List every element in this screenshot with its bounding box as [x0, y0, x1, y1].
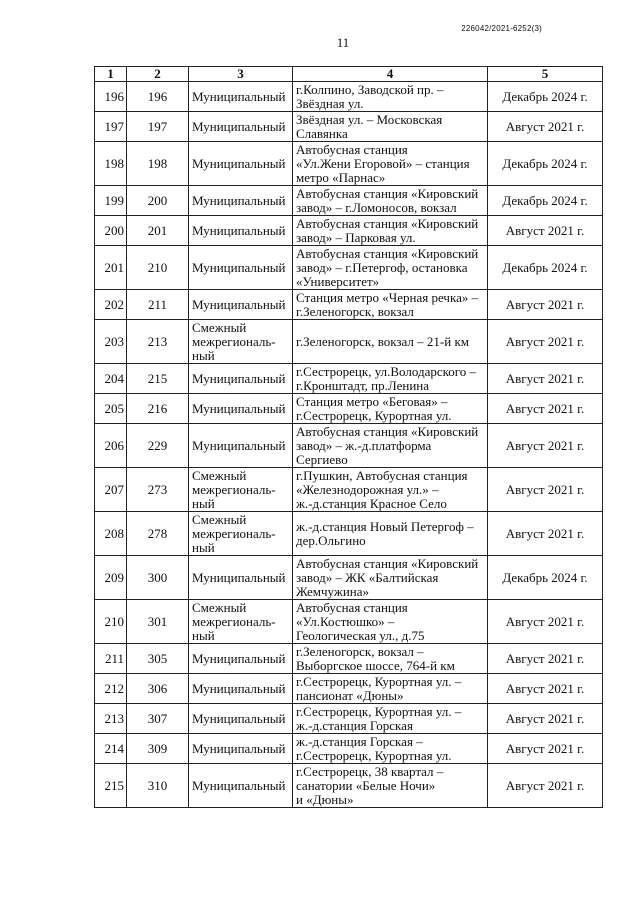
row-number: 205	[104, 400, 124, 416]
table-row	[95, 246, 603, 290]
start-date: Август 2021 г.	[505, 613, 585, 629]
start-date: Август 2021 г.	[505, 481, 585, 497]
route-type: Муниципальный	[192, 192, 286, 208]
table-row	[95, 424, 603, 468]
table-row	[95, 704, 603, 734]
route-path: г.Сестрорецк, 38 квартал – санатории «Белые Ночи» и «Дюны»	[296, 763, 444, 807]
route-path: ж.-д.станция Горская – г.Сестрорецк, Курортная ул.	[296, 733, 452, 763]
route-number: 215	[147, 370, 168, 386]
route-type: Муниципальный	[192, 777, 286, 793]
table-row	[95, 512, 603, 556]
route-type: Смежный межрегиональ- ный	[192, 511, 276, 555]
row-number: 202	[104, 296, 124, 312]
row-number: 199	[104, 192, 124, 208]
table-row	[95, 82, 603, 112]
col-header-2: 2	[127, 67, 189, 82]
table-row	[95, 186, 603, 216]
route-path: г.Зеленогорск, вокзал – Выборгское шоссе, 764-й км	[296, 643, 455, 673]
route-number: 216	[147, 400, 168, 416]
route-number: 306	[147, 680, 168, 696]
table-row	[95, 734, 603, 764]
start-date: Август 2021 г.	[505, 525, 585, 541]
route-path: Автобусная станция «Ул.Жени Егоровой» – станция метро «Парнас»	[296, 141, 470, 185]
start-date: Декабрь 2024 г.	[502, 259, 588, 275]
start-date: Август 2021 г.	[505, 740, 585, 756]
start-date: Декабрь 2024 г.	[502, 88, 588, 104]
table-row	[95, 142, 603, 186]
route-path: Автобусная станция «Кировский завод» – ЖК «Балтийская Жемчужина»	[296, 555, 479, 599]
row-number: 200	[104, 222, 124, 238]
route-number: 229	[147, 437, 168, 453]
route-type: Смежный межрегиональ- ный	[192, 319, 276, 363]
start-date: Август 2021 г.	[505, 118, 585, 134]
route-path: Станция метро «Беговая» – г.Сестрорецк, Курортная ул.	[296, 393, 452, 423]
route-number: 273	[147, 481, 168, 497]
route-path: г.Колпино, Заводской пр. – Звёздная ул.	[296, 81, 444, 111]
route-number: 300	[147, 569, 168, 585]
route-number: 309	[147, 740, 168, 756]
route-path: г.Зеленогорск, вокзал – 21-й км	[296, 333, 469, 349]
row-number: 213	[104, 710, 124, 726]
route-path: ж.-д.станция Новый Петергоф – дер.Ольгино	[296, 518, 474, 548]
route-number: 196	[147, 88, 168, 104]
route-number: 213	[147, 333, 168, 349]
row-number: 203	[104, 333, 124, 349]
route-path: г.Сестрорецк, ул.Володарского – г.Кронштадт, пр.Ленина	[296, 363, 477, 393]
route-type: Муниципальный	[192, 740, 286, 756]
col-header-1: 1	[95, 67, 127, 82]
col-header-3: 3	[189, 67, 293, 82]
start-date: Август 2021 г.	[505, 777, 585, 793]
start-date: Август 2021 г.	[505, 710, 585, 726]
row-number: 210	[104, 613, 124, 629]
route-path: Автобусная станция «Кировский завод» – г.Ломоносов, вокзал	[296, 185, 479, 215]
route-path: Автобусная станция «Кировский завод» – Парковая ул.	[296, 215, 479, 245]
routes-table	[94, 66, 603, 808]
start-date: Август 2021 г.	[505, 333, 585, 349]
start-date: Август 2021 г.	[505, 400, 585, 416]
route-number: 201	[147, 222, 168, 238]
route-number: 305	[147, 650, 168, 666]
route-path: г.Сестрорецк, Курортная ул. – ж.-д.станция Горская	[296, 703, 462, 733]
table-row	[95, 644, 603, 674]
route-type: Смежный межрегиональ- ный	[192, 599, 276, 643]
start-date: Август 2021 г.	[505, 680, 585, 696]
route-number: 211	[147, 296, 168, 312]
table-row	[95, 468, 603, 512]
route-number: 198	[147, 155, 168, 171]
start-date: Декабрь 2024 г.	[502, 192, 588, 208]
table-row	[95, 290, 603, 320]
table-row	[95, 364, 603, 394]
table-row	[95, 112, 603, 142]
route-type: Муниципальный	[192, 88, 286, 104]
start-date: Август 2021 г.	[505, 370, 585, 386]
route-path: Автобусная станция «Кировский завод» – ж.-д.платформа Сергиево	[296, 423, 479, 467]
row-number: 208	[104, 525, 124, 541]
start-date: Август 2021 г.	[505, 296, 585, 312]
table-row	[95, 600, 603, 644]
route-path: Автобусная станция «Ул.Костюшко» – Геологическая ул., д.75	[296, 599, 425, 643]
route-type: Муниципальный	[192, 650, 286, 666]
header-row	[95, 67, 603, 82]
route-type: Муниципальный	[192, 400, 286, 416]
route-type: Муниципальный	[192, 437, 286, 453]
document-id: 226042/2021-6252(3)	[461, 24, 542, 33]
route-type: Муниципальный	[192, 118, 286, 134]
table-row	[95, 320, 603, 364]
row-number: 197	[104, 118, 124, 134]
route-type: Муниципальный	[192, 569, 286, 585]
row-number: 201	[104, 259, 124, 275]
table-row	[95, 216, 603, 246]
start-date: Декабрь 2024 г.	[502, 155, 588, 171]
route-type: Муниципальный	[192, 680, 286, 696]
route-number: 310	[147, 777, 168, 793]
route-type: Муниципальный	[192, 710, 286, 726]
route-number: 210	[147, 259, 168, 275]
start-date: Август 2021 г.	[505, 437, 585, 453]
table-row	[95, 674, 603, 704]
route-path: г.Сестрорецк, Курортная ул. – пансионат «Дюны»	[296, 673, 462, 703]
route-number: 200	[147, 192, 168, 208]
page-number: 11	[336, 35, 350, 50]
table-row	[95, 764, 603, 808]
col-header-5: 5	[488, 67, 603, 82]
start-date: Август 2021 г.	[505, 222, 585, 238]
row-number: 206	[104, 437, 124, 453]
row-number: 204	[104, 370, 124, 386]
table-row	[95, 556, 603, 600]
route-type: Муниципальный	[192, 222, 286, 238]
route-number: 278	[147, 525, 168, 541]
route-path: Автобусная станция «Кировский завод» – г.Петергоф, остановка «Университет»	[296, 245, 479, 289]
route-path: Звёздная ул. – Московская Славянка	[296, 111, 443, 141]
route-number: 307	[147, 710, 168, 726]
route-type: Муниципальный	[192, 155, 286, 171]
col-header-4: 4	[293, 67, 488, 82]
start-date: Декабрь 2024 г.	[502, 569, 588, 585]
row-number: 198	[104, 155, 124, 171]
table-row	[95, 394, 603, 424]
route-path: г.Пушкин, Автобусная станция «Железнодорожная ул.» – ж.-д.станция Красное Село	[296, 467, 468, 511]
route-number: 301	[147, 613, 168, 629]
route-path: Станция метро «Черная речка» – г.Зеленогорск, вокзал	[296, 289, 479, 319]
row-number: 209	[104, 569, 124, 585]
row-number: 212	[104, 680, 124, 696]
route-type: Муниципальный	[192, 259, 286, 275]
route-type: Муниципальный	[192, 296, 286, 312]
row-number: 214	[104, 740, 124, 756]
row-number: 207	[104, 481, 124, 497]
row-number: 211	[104, 650, 124, 666]
route-type: Смежный межрегиональ- ный	[192, 467, 276, 511]
row-number: 196	[104, 88, 124, 104]
start-date: Август 2021 г.	[505, 650, 585, 666]
route-number: 197	[147, 118, 168, 134]
route-type: Муниципальный	[192, 370, 286, 386]
row-number: 215	[104, 777, 124, 793]
